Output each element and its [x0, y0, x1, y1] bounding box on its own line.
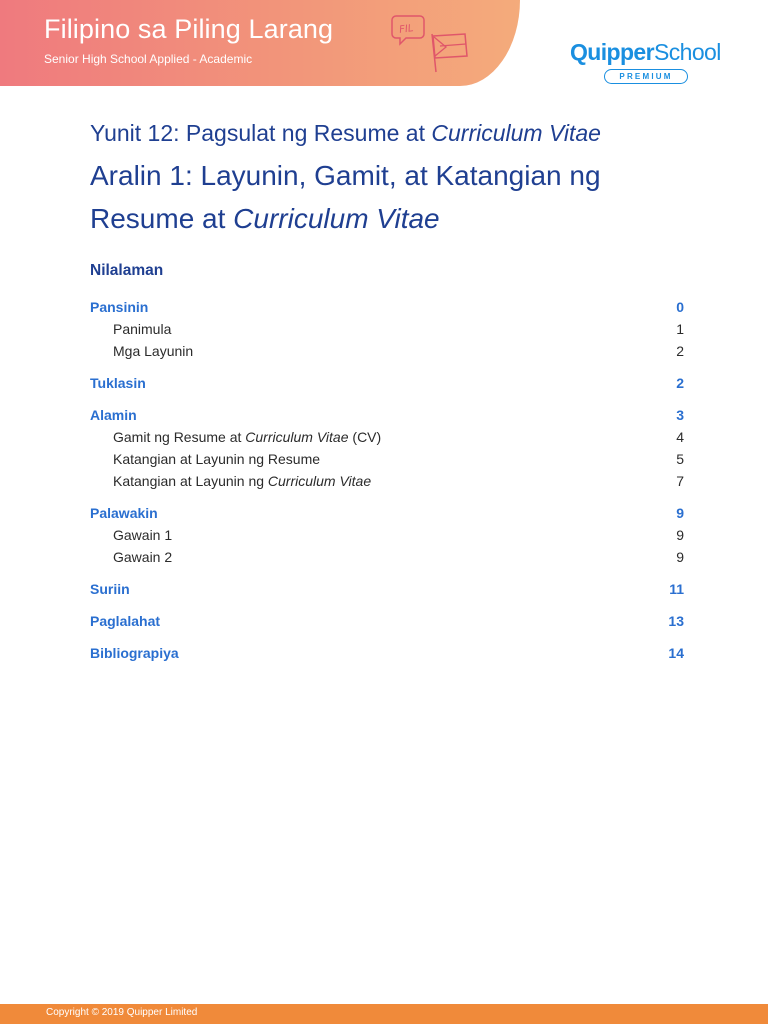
- toc-item-page: 4: [676, 429, 684, 445]
- footer-bar: [0, 1004, 768, 1024]
- toc-section-label: Suriin: [90, 581, 130, 597]
- toc-heading: Nilalaman: [90, 262, 164, 279]
- toc-section: [90, 610, 684, 632]
- toc-section-page: 13: [668, 613, 684, 629]
- course-subtitle: Senior High School Applied - Academic: [44, 52, 253, 66]
- premium-badge: PREMIUM: [604, 69, 688, 84]
- toc-section-label: Alamin: [90, 407, 137, 423]
- toc-section-page: 2: [676, 375, 684, 391]
- toc-item-label: Gawain 2: [113, 549, 173, 565]
- toc-item-page: 2: [676, 343, 684, 359]
- unit-title-italic: Curriculum Vitae: [431, 120, 601, 146]
- course-title: Filipino sa Piling Larang: [44, 14, 334, 44]
- toc-item-label: Mga Layunin: [113, 343, 194, 359]
- toc-item-page: 7: [676, 473, 684, 489]
- toc-section-link[interactable]: [90, 610, 684, 632]
- toc-section-page: 9: [676, 505, 684, 521]
- toc-item-label-text: Katangian at Layunin ng: [113, 473, 268, 489]
- toc-item-label: Panimula: [113, 321, 172, 337]
- toc-section-page: 3: [676, 407, 684, 423]
- toc-section: [90, 404, 684, 492]
- unit-title: [90, 120, 601, 147]
- toc-item-page: 5: [676, 451, 684, 467]
- toc-item-label: [113, 426, 381, 448]
- toc-item-link[interactable]: [90, 340, 684, 362]
- toc-section-link[interactable]: [90, 296, 684, 318]
- toc-section: [90, 296, 684, 362]
- toc-item-link[interactable]: [90, 426, 684, 448]
- toc-section-label: Pansinin: [90, 299, 149, 315]
- toc-section: [90, 578, 684, 600]
- toc-item-label-suffix: (CV): [348, 429, 382, 445]
- logo-school-text: School: [653, 39, 721, 65]
- toc-section-link[interactable]: [90, 502, 684, 524]
- copyright-text: Copyright © 2019 Quipper Limited: [46, 1007, 198, 1018]
- toc-section-label: Palawakin: [90, 505, 158, 521]
- table-of-contents: [90, 296, 684, 674]
- toc-item-link[interactable]: [90, 524, 684, 546]
- toc-item-page: 1: [676, 321, 684, 337]
- toc-section-link[interactable]: [90, 404, 684, 426]
- toc-section-label: Paglalahat: [90, 613, 161, 629]
- toc-item-link[interactable]: [90, 448, 684, 470]
- toc-item-label: Katangian at Layunin ng Resume: [113, 451, 321, 467]
- toc-section: [90, 372, 684, 394]
- toc-item-page: 9: [676, 549, 684, 565]
- lesson-title: [90, 154, 670, 240]
- toc-section-link[interactable]: [90, 642, 684, 664]
- toc-section-link[interactable]: [90, 578, 684, 600]
- toc-item-label: [113, 470, 371, 492]
- toc-section-page: 14: [668, 645, 684, 661]
- toc-item-link[interactable]: [90, 318, 684, 340]
- flag-speech-icon: [388, 10, 484, 76]
- toc-section-page: 0: [676, 299, 684, 315]
- toc-item-link[interactable]: [90, 546, 684, 568]
- toc-item-page: 9: [676, 527, 684, 543]
- toc-item-label-text: Gamit ng Resume at: [113, 429, 246, 445]
- toc-item-label-italic: Curriculum Vitae: [245, 429, 349, 445]
- toc-item-label-italic: Curriculum Vitae: [267, 473, 372, 489]
- header-banner: [0, 0, 520, 86]
- toc-section: [90, 502, 684, 568]
- lesson-title-italic: Curriculum Vitae: [233, 203, 440, 234]
- unit-title-text: Yunit 12: Pagsulat ng Resume at: [90, 120, 432, 146]
- toc-item-link[interactable]: [90, 470, 684, 492]
- toc-section-page: 11: [669, 581, 684, 597]
- speech-bubble-label: FIL: [398, 23, 415, 36]
- toc-section-label: Bibliograpiya: [90, 645, 179, 661]
- toc-section: [90, 642, 684, 664]
- toc-section-link[interactable]: [90, 372, 684, 394]
- lesson-title-text: Aralin 1: Layunin, Gamit, at Katangian ng Resume at: [90, 160, 601, 234]
- toc-item-label: Gawain 1: [113, 527, 173, 543]
- toc-section-label: Tuklasin: [90, 375, 146, 391]
- quipper-school-logo: [570, 38, 722, 84]
- logo-quipper-text: Quipper: [570, 39, 654, 65]
